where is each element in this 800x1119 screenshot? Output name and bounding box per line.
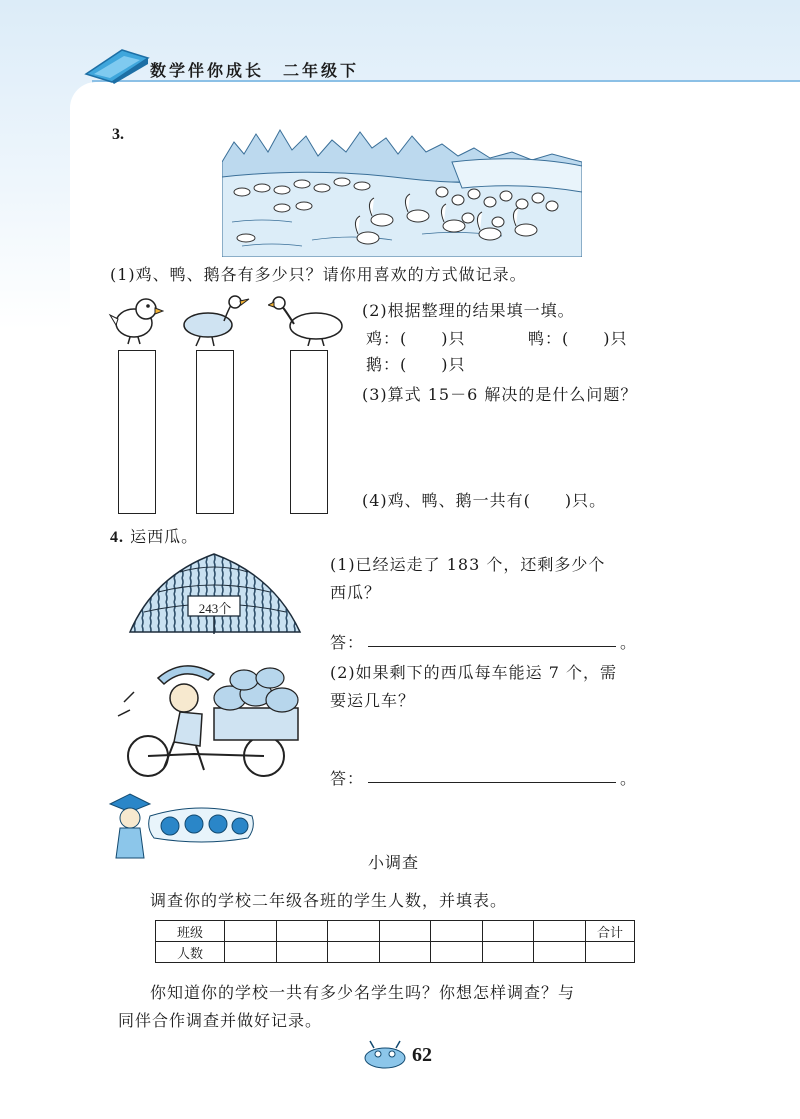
page-mascot-icon <box>362 1040 408 1070</box>
table-row <box>156 942 635 963</box>
question-4-label: 运西瓜。 <box>130 527 199 546</box>
question-4-part-1-line-1: (1)已经运走了 183 个，还剩多少个 <box>330 555 606 574</box>
answer-line-1[interactable] <box>368 646 616 647</box>
table-cell[interactable] <box>328 942 380 963</box>
table-cell[interactable] <box>225 942 277 963</box>
survey-title: 小调查 <box>368 853 420 872</box>
answer-period-1: 。 <box>620 633 638 652</box>
header-title: 数学伴你成长 二年级下 <box>150 61 360 80</box>
chick-tally-box[interactable] <box>118 350 156 514</box>
table-cell[interactable] <box>482 942 534 963</box>
table-cell[interactable] <box>379 942 431 963</box>
book-logo-icon <box>82 44 152 84</box>
table-cell[interactable] <box>586 942 635 963</box>
table-header-total: 合计 <box>586 921 635 942</box>
table-cell[interactable] <box>276 921 328 942</box>
survey-instruction: 调查你的学校二年级各班的学生人数，并填表。 <box>150 891 508 910</box>
chick-icon <box>108 293 164 345</box>
duck-count-blank[interactable]: 鸭：( )只 <box>528 329 628 348</box>
goose-tally-box[interactable] <box>290 350 328 514</box>
closing-question-line-1: 你知道你的学校一共有多少名学生吗？你想怎样调查？与 <box>150 983 576 1002</box>
page-number: 62 <box>412 1044 432 1066</box>
duck-tally-box[interactable] <box>196 350 234 514</box>
answer-line-2[interactable] <box>368 782 616 783</box>
question-4-part-1-line-2: 西瓜？ <box>330 583 382 602</box>
table-header-students: 人数 <box>156 942 225 963</box>
closing-question-line-2: 同伴合作调查并做好记录。 <box>118 1011 323 1030</box>
table-cell[interactable] <box>431 942 483 963</box>
goose-icon <box>268 294 348 346</box>
question-3-part-1: (1)鸡、鸭、鹅各有多少只？请你用喜欢的方式做记录。 <box>110 265 527 284</box>
question-3-part-4[interactable]: (4)鸡、鸭、鹅一共有( )只。 <box>362 491 607 510</box>
goose-count-blank[interactable]: 鹅：( )只 <box>366 355 466 374</box>
question-4-title <box>110 524 198 547</box>
answer-label-1: 答： <box>330 633 365 652</box>
watermelon-pile-illustration <box>124 546 304 638</box>
question-3-part-3: (3)算式 15－6 解决的是什么问题？ <box>362 385 638 404</box>
table-cell[interactable] <box>482 921 534 942</box>
math-activity-badge-icon <box>106 788 256 860</box>
table-cell[interactable] <box>534 921 586 942</box>
tricycle-boy-illustration <box>104 658 304 780</box>
pond-illustration <box>222 122 582 257</box>
watermelon-count-sign: 243个 <box>198 601 232 616</box>
table-row <box>156 921 635 942</box>
table-cell[interactable] <box>276 942 328 963</box>
table-cell[interactable] <box>225 921 277 942</box>
question-4-part-2-line-2: 要运几车？ <box>330 691 416 710</box>
answer-label-2: 答： <box>330 769 365 788</box>
table-cell[interactable] <box>431 921 483 942</box>
question-4-part-2-line-1: (2)如果剩下的西瓜每车能运 7 个，需 <box>330 663 618 682</box>
duck-icon <box>180 293 250 347</box>
survey-table <box>155 920 635 963</box>
question-3-part-2: (2)根据整理的结果填一填。 <box>362 301 575 320</box>
table-cell[interactable] <box>328 921 380 942</box>
table-cell[interactable] <box>379 921 431 942</box>
question-3-number: 3. <box>112 126 124 143</box>
question-4-number: 4. <box>110 529 124 546</box>
chick-count-blank[interactable]: 鸡：( )只 <box>366 329 466 348</box>
table-header-class: 班级 <box>156 921 225 942</box>
table-cell[interactable] <box>534 942 586 963</box>
answer-period-2: 。 <box>620 769 638 788</box>
